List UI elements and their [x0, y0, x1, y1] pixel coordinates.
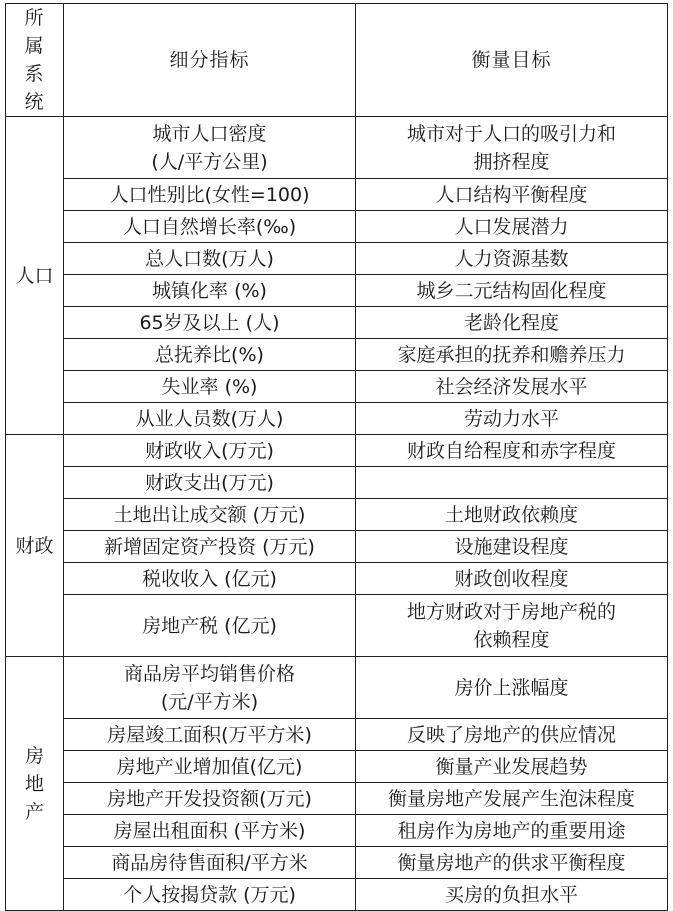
- indicator-cell: 个人按揭贷款 (万元): [64, 879, 356, 911]
- target-cell: 地方财政对于房地产税的 依赖程度: [356, 595, 668, 657]
- table-row: [6, 117, 668, 179]
- table-row: [6, 371, 668, 403]
- target-cell: 衡量房地产发展产生泡沫程度: [356, 783, 668, 815]
- indicator-table: [5, 3, 668, 911]
- table-row: [6, 211, 668, 243]
- table-row: [6, 879, 668, 911]
- indicator-cell: 总抚养比(%): [64, 339, 356, 371]
- table-row: [6, 719, 668, 751]
- target-cell: 人口结构平衡程度: [356, 179, 668, 211]
- group-label-population: 人口: [6, 117, 64, 435]
- table-row: [6, 847, 668, 879]
- header-target: 衡量目标: [356, 4, 668, 117]
- target-cell: 老龄化程度: [356, 307, 668, 339]
- indicator-cell: 人口自然增长率(‰): [64, 211, 356, 243]
- indicator-cell: 土地出让成交额 (万元): [64, 499, 356, 531]
- indicator-cell: 商品房待售面积/平方米: [64, 847, 356, 879]
- table-row: [6, 179, 668, 211]
- table-row: [6, 307, 668, 339]
- indicator-cell: 商品房平均销售价格 (元/平方米): [64, 657, 356, 719]
- target-cell: 城市对于人口的吸引力和 拥挤程度: [356, 117, 668, 179]
- target-cell: 城乡二元结构固化程度: [356, 275, 668, 307]
- indicator-cell: 房地产开发投资额(万元): [64, 783, 356, 815]
- indicator-cell: 房地产业增加值(亿元): [64, 751, 356, 783]
- table-row: [6, 275, 668, 307]
- indicator-cell: 财政收入(万元): [64, 435, 356, 467]
- table-row: [6, 815, 668, 847]
- header-system: 所属系统: [6, 4, 64, 117]
- target-cell: 劳动力水平: [356, 403, 668, 435]
- indicator-cell: 财政支出(万元): [64, 467, 356, 499]
- target-cell: 人口发展潜力: [356, 211, 668, 243]
- indicator-cell: 房地产税 (亿元): [64, 595, 356, 657]
- table-row: [6, 499, 668, 531]
- table-row: [6, 403, 668, 435]
- indicator-cell: 人口性别比(女性=100): [64, 179, 356, 211]
- target-cell: 设施建设程度: [356, 531, 668, 563]
- indicator-cell: 从业人员数(万人): [64, 403, 356, 435]
- table-row: [6, 467, 668, 499]
- indicator-cell: 税收收入 (亿元): [64, 563, 356, 595]
- target-cell: 买房的负担水平: [356, 879, 668, 911]
- header-row: [6, 4, 668, 117]
- table-row: [6, 243, 668, 275]
- target-cell: 土地财政依赖度: [356, 499, 668, 531]
- indicator-cell: 房屋竣工面积(万平方米): [64, 719, 356, 751]
- table-row: [6, 595, 668, 657]
- indicator-cell: 总人口数(万人): [64, 243, 356, 275]
- indicator-cell: 城镇化率 (%): [64, 275, 356, 307]
- target-cell: 财政自给程度和赤字程度: [356, 435, 668, 467]
- indicator-cell: 新增固定资产投资 (万元): [64, 531, 356, 563]
- target-cell: [356, 467, 668, 499]
- indicator-cell: 房屋出租面积 (平方米): [64, 815, 356, 847]
- target-cell: 财政创收程度: [356, 563, 668, 595]
- target-cell: 反映了房地产的供应情况: [356, 719, 668, 751]
- target-cell: 衡量房地产的供求平衡程度: [356, 847, 668, 879]
- table-row: [6, 563, 668, 595]
- target-cell: 人力资源基数: [356, 243, 668, 275]
- target-cell: 社会经济发展水平: [356, 371, 668, 403]
- target-cell: 租房作为房地产的重要用途: [356, 815, 668, 847]
- header-indicator: 细分指标: [64, 4, 356, 117]
- indicator-cell: 城市人口密度 (人/平方公里): [64, 117, 356, 179]
- table-row: [6, 435, 668, 467]
- group-label-finance: 财政: [6, 435, 64, 657]
- table-row: [6, 751, 668, 783]
- table-row: [6, 531, 668, 563]
- target-cell: 衡量产业发展趋势: [356, 751, 668, 783]
- table-row: [6, 783, 668, 815]
- target-cell: 房价上涨幅度: [356, 657, 668, 719]
- table-row: [6, 657, 668, 719]
- indicator-cell: 失业率 (%): [64, 371, 356, 403]
- indicator-cell: 65岁及以上 (人): [64, 307, 356, 339]
- target-cell: 家庭承担的抚养和赡养压力: [356, 339, 668, 371]
- group-label-real-estate: 房地产: [6, 657, 64, 911]
- table-row: [6, 339, 668, 371]
